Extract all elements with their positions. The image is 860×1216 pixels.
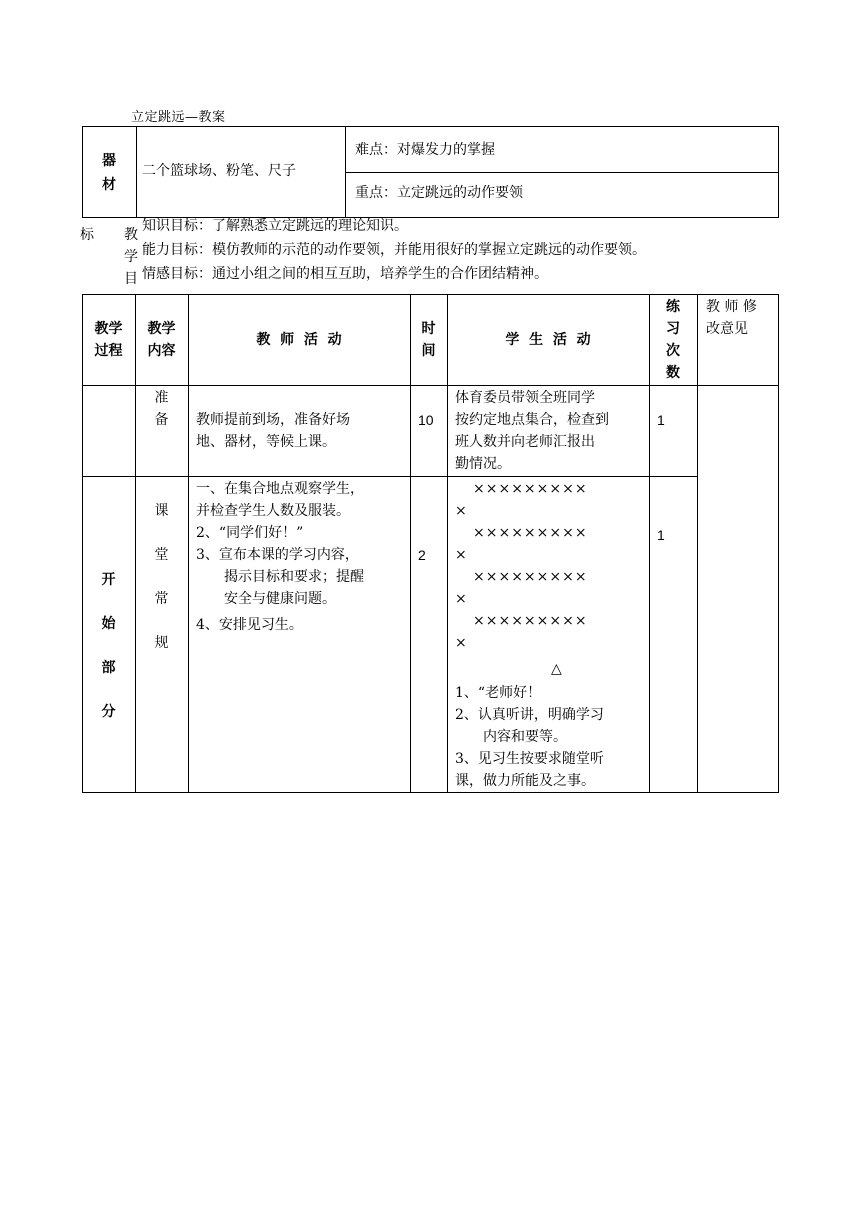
routine-teacher-line-5: 揭示目标和要求；提醒 (224, 569, 364, 585)
header-student-activity: 学 生 活 动 (505, 332, 591, 348)
prep-teacher-line-2: 地、器材，等候上课。 (196, 434, 336, 450)
header-reps-4: 数 (666, 365, 680, 381)
routine-process-1: 开 (101, 572, 116, 588)
routine-content-3: 常 (154, 591, 169, 607)
row-line-prep (82, 476, 697, 477)
routine-content-2: 堂 (154, 547, 169, 563)
routine-process-2: 始 (101, 616, 116, 632)
routine-process-4: 分 (101, 704, 116, 720)
row-line-header (82, 385, 779, 386)
header-process-2: 过程 (94, 343, 123, 359)
routine-content-1: 课 (154, 503, 169, 519)
formation-row-1: ××××××××× (473, 481, 588, 497)
objectives-side-label-3: 目 (124, 271, 138, 287)
routine-content-4: 规 (154, 635, 169, 651)
formation-row-3-wrap: × (455, 591, 467, 607)
header-teacher-activity: 教 师 活 动 (256, 332, 342, 348)
header-revise-1: 教 师 修 (706, 299, 757, 315)
prep-reps: 1 (657, 412, 665, 428)
header-content-1: 教学 (147, 321, 176, 337)
col-line-3 (410, 294, 411, 793)
objectives-side-label-2: 学 (124, 249, 138, 265)
header-time-2: 间 (421, 343, 436, 359)
routine-student-line-3: 内容和要等。 (483, 729, 567, 745)
routine-student-line-2: 2、认真听讲，明确学习 (455, 707, 604, 723)
knowledge-objective: 知识目标：了解熟悉立定跳远的理论知识。 (142, 218, 408, 234)
header-reps-2: 习 (666, 321, 680, 337)
teacher-position-triangle: △ (551, 661, 562, 677)
prep-time: 10 (418, 412, 434, 428)
formation-row-2: ××××××××× (473, 525, 588, 541)
routine-student-line-5: 课，做力所能及之事。 (455, 773, 595, 789)
objectives-side-label-1: 教 (124, 227, 138, 243)
equipment-divider-1 (136, 126, 137, 218)
header-content-2: 内容 (147, 343, 176, 359)
prep-content-1: 准 (154, 390, 169, 406)
formation-row-1-wrap: × (455, 503, 467, 519)
formation-row-4-wrap: × (455, 635, 467, 651)
emotion-objective: 情感目标：通过小组之间的相互互助，培养学生的合作团结精神。 (142, 266, 548, 282)
prep-student-line-4: 勤情况。 (455, 456, 511, 472)
prep-student-line-1: 体育委员带领全班同学 (455, 390, 595, 406)
formation-row-4: ××××××××× (473, 613, 588, 629)
routine-teacher-line-1: 一、在集合地点观察学生， (196, 481, 364, 497)
key-point: 重点：立定跳远的动作要领 (355, 185, 523, 201)
routine-process-3: 部 (101, 660, 116, 676)
header-revise-2: 改意见 (706, 321, 748, 337)
formation-row-3: ××××××××× (473, 569, 588, 585)
equipment-items: 二个篮球场、粉笔、尺子 (142, 163, 296, 179)
routine-student-line-1: 1、“老师好！ (455, 685, 542, 701)
routine-teacher-line-7: 4、安排见习生。 (196, 617, 303, 633)
equipment-divider-h (345, 172, 779, 173)
routine-reps: 1 (657, 527, 665, 543)
header-reps-1: 练 (666, 299, 680, 315)
objectives-side-label-left: 标 (80, 227, 94, 243)
col-line-2 (188, 294, 189, 793)
col-line-6 (697, 294, 698, 793)
routine-time: 2 (418, 547, 426, 563)
equipment-label-1: 器 (102, 153, 116, 169)
routine-teacher-line-6: 安全与健康问题。 (224, 591, 336, 607)
document-title: 立定跳远—教案 (131, 110, 226, 125)
routine-teacher-line-2: 并检查学生人数及服装。 (196, 503, 350, 519)
prep-student-line-3: 班人数并向老师汇报出 (455, 434, 595, 450)
col-line-4 (447, 294, 448, 793)
header-process-1: 教学 (94, 321, 123, 337)
ability-objective: 能力目标：模仿教师的示范的动作要领，并能用很好的掌握立定跳远的动作要领。 (142, 242, 646, 258)
routine-teacher-line-3: 2、“同学们好！” (196, 525, 304, 541)
prep-teacher-line-1: 教师提前到场，准备好场 (196, 412, 350, 428)
header-time-1: 时 (421, 321, 436, 337)
routine-student-line-4: 3、见习生按要求随堂听 (455, 751, 604, 767)
difficulty-point: 难点：对爆发力的掌握 (355, 142, 495, 158)
equipment-label-2: 材 (102, 177, 116, 193)
header-reps-3: 次 (666, 343, 680, 359)
prep-student-line-2: 按约定地点集合，检查到 (455, 412, 609, 428)
routine-teacher-line-4: 3、宣布本课的学习内容， (196, 547, 359, 563)
prep-content-2: 备 (154, 412, 169, 428)
formation-row-2-wrap: × (455, 547, 467, 563)
